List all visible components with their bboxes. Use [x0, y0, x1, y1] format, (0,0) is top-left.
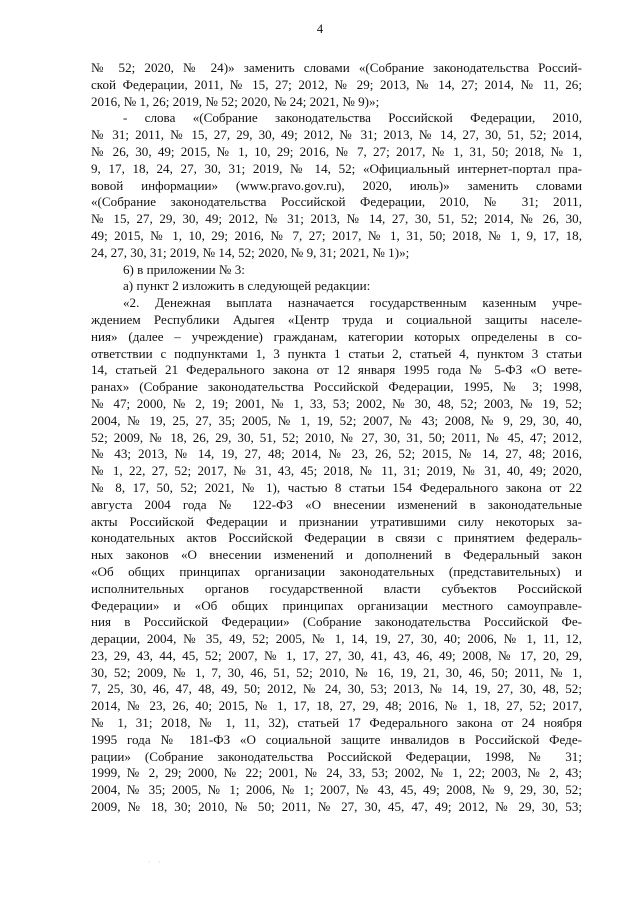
- text-line: 24, 27, 30, 31; 2019, № 14, 52; 2020, № 9, 31; 2021, № 1)»;: [91, 244, 410, 260]
- text-line: 49; 2015, № 1, 10, 29; 2016, № 7, 27; 2017, № 1, 31, 50; 2018, № 1, 9, 17, 18,: [91, 227, 582, 243]
- text-line: 52; 2009, № 18, 26, 29, 30, 51, 52; 2010, № 27, 30, 31, 50; 2011, № 45, 47; 2012,: [91, 429, 582, 445]
- text-line: вовой информации» (www.pravo.gov.ru), 2020, июль)» заменить словами: [91, 177, 582, 193]
- text-line: № 8, 17, 50, 52; 2021, № 1), частью 8 статьи 154 Федерального закона от 22: [91, 479, 582, 495]
- text-line: ской Федерации, 2011, № 15, 27; 2012, № 29; 2013, № 14, 27; 2014, № 11, 26;: [91, 76, 582, 92]
- text-line: 2004, № 35; 2005, № 1; 2006, № 1; 2007, № 43, 45, 49; 2008, № 9, 29, 30, 52;: [91, 782, 582, 798]
- text-line: № 43; 2013, № 14, 19, 27, 48; 2014, № 23, 26, 52; 2015, № 14, 27, 48; 2016,: [91, 446, 582, 462]
- page-number: 4: [316, 22, 324, 36]
- text-line: 1999, № 2, 29; 2000, № 22; 2001, № 24, 33, 53; 2002, № 1, 22; 2003, № 2, 43;: [91, 765, 582, 781]
- text-line: ответствии с подпунктами 1, 3 пункта 1 статьи 2, статьей 4, пунктом 3 статьи: [91, 345, 582, 361]
- text-line: 1995 года № 181-ФЗ «О социальной защите инвалидов в Российской Феде-: [91, 731, 582, 747]
- text-line: 30, 52; 2009, № 1, 7, 30, 46, 51, 52; 2010, № 16, 19, 21, 30, 46, 50; 2011, № 1,: [91, 664, 582, 680]
- text-line: исполнительных органов государственной власти субъектов Российской: [91, 580, 582, 596]
- text-line: акты Российской Федерации и признании утратившими силу некоторых за-: [91, 513, 582, 529]
- text-line: «2. Денежная выплата назначается государственным казенным учре-: [123, 295, 582, 311]
- text-line: 7, 25, 30, 46, 47, 48, 49, 50; 2012, № 24, 30, 53; 2013, № 14, 19, 27, 30, 48, 52;: [91, 681, 582, 697]
- scan-speck: ·: [158, 858, 161, 867]
- text-line: рации» (Собрание законодательства Российской Федерации, 1998, № 31;: [91, 748, 582, 764]
- text-line: 23, 29, 43, 44, 45, 52; 2007, № 1, 17, 27, 30, 41, 43, 46, 49; 2008, № 17, 20, 29,: [91, 647, 582, 663]
- text-line: № 26, 30, 49; 2015, № 1, 10, 29; 2016, № 7, 27; 2017, № 1, 31, 50; 2018, № 1,: [91, 143, 582, 159]
- text-line: № 1, 22, 27, 52; 2017, № 31, 43, 45; 2018, № 11, 31; 2019, № 31, 40, 49; 2020,: [91, 463, 582, 479]
- text-line: ждением Республики Адыгея «Центр труда и социальной защиты населе-: [91, 311, 582, 327]
- text-line: августа 2004 года № 122-ФЗ «О внесении изменений в законодательные: [91, 496, 582, 512]
- text-line: 14, статьей 21 Федерального закона от 12 января 1995 года № 5-ФЗ «О вете-: [91, 362, 582, 378]
- text-line: № 31; 2011, № 15, 27, 29, 30, 49; 2012, № 31; 2013, № 14, 27, 30, 51, 52; 2014,: [91, 127, 582, 143]
- text-line: 2016, № 1, 26; 2019, № 52; 2020, № 24; 2021, № 9)»;: [91, 93, 380, 109]
- text-line: № 52; 2020, № 24)» заменить словами «(Собрание законодательства Россий-: [91, 60, 582, 75]
- text-line: № 1, 31; 2018, № 1, 11, 32), статьей 17 Федерального закона от 24 ноября: [91, 715, 582, 731]
- text-line: конодательных актов Российской Федерации в связи с принятием федераль-: [91, 530, 582, 546]
- text-line: «Об общих принципах организации законодательных (представительных) и: [91, 563, 582, 579]
- text-line: № 47; 2000, № 2, 19; 2001, № 1, 33, 53; 2002, № 30, 48, 52; 2003, № 19, 52;: [91, 395, 582, 411]
- text-line: - слова «(Собрание законодательства Российской Федерации, 2010,: [123, 110, 582, 126]
- text-line: № 15, 27, 29, 30, 49; 2012, № 31; 2013, № 14, 27, 30, 51, 52; 2014, № 26, 30,: [91, 211, 582, 227]
- text-line: ранах» (Собрание законодательства Российской Федерации, 1995, № 3; 1998,: [91, 379, 582, 395]
- text-line: 6) в приложении № 3:: [123, 261, 245, 277]
- text-line: 2009, № 18, 30; 2010, № 50; 2011, № 27, 30, 45, 47, 49; 2012, № 29, 30, 53;: [91, 799, 582, 815]
- text-line: ния» (далее – учреждение) гражданам, категории которых определены в со-: [91, 328, 582, 344]
- text-line: ных законов «О внесении изменений и дополнений в Федеральный закон: [91, 547, 582, 563]
- text-line: Федерации» и «Об общих принципах организации местного самоуправле-: [91, 597, 582, 613]
- text-line: «(Собрание законодательства Российской Федерации, 2010, № 31; 2011,: [91, 194, 582, 210]
- text-line: 2004, № 19, 25, 27, 35; 2005, № 1, 19, 52; 2007, № 43; 2008, № 9, 29, 30, 40,: [91, 412, 582, 428]
- text-line: а) пункт 2 изложить в следующей редакции:: [123, 278, 371, 294]
- text-line: дерации, 2004, № 35, 49, 52; 2005, № 1, 14, 19, 27, 30, 40; 2006, № 1, 11, 12,: [91, 631, 582, 647]
- document-body: [91, 60, 582, 816]
- text-line: 2014, № 23, 26, 40; 2015, № 1, 17, 18, 27, 29, 48; 2016, № 1, 18, 27, 52; 2017,: [91, 698, 582, 714]
- text-line: 9, 17, 18, 24, 27, 30, 31; 2019, № 14, 52; «Официальный интернет-портал пра-: [91, 160, 582, 176]
- text-line: ния в Российской Федерации» (Собрание законодательства Российской Фе-: [91, 614, 582, 630]
- scan-speck: ·: [148, 858, 151, 867]
